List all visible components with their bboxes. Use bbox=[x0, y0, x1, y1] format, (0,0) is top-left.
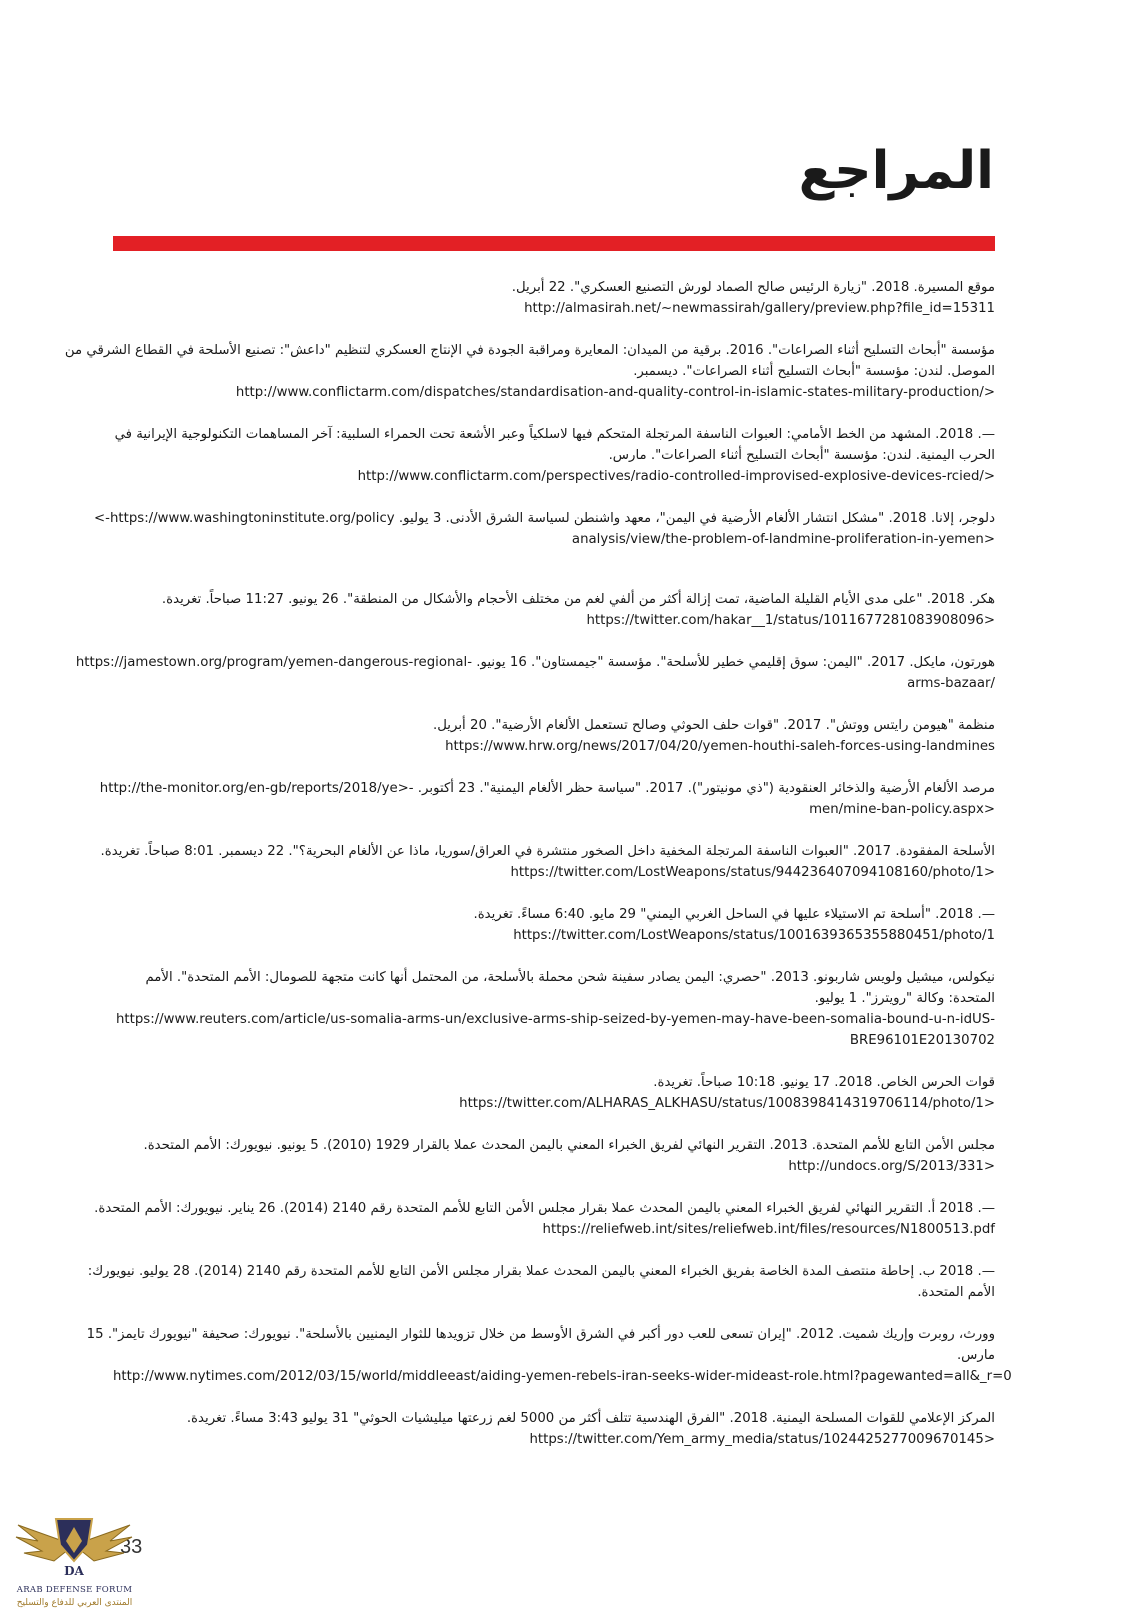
reference-link[interactable]: analysis/view/the-problem-of-landmine-proliferation-in-yemen> bbox=[571, 532, 995, 547]
arab-defense-forum-logo bbox=[8, 1515, 143, 1611]
logo-name-en: ARAB DEFENSE FORUM bbox=[16, 1585, 133, 1595]
reference-item bbox=[113, 424, 995, 487]
page-title: المراجع bbox=[798, 141, 994, 201]
reference-text: هورتون، مايكل. 2017. "اليمن: سوق إقليمي خطير للأسلحة". مؤسسة "جيمستاون". 16 يونيو. -https://jamestown.org/program/yemen-dangerous-regional bbox=[75, 655, 995, 670]
reference-text: الموصل. لندن: مؤسسة "أبحاث التسليح أثناء الصراعات". ديسمبر. bbox=[633, 364, 995, 379]
reference-item bbox=[113, 589, 995, 631]
reference-item bbox=[94, 508, 995, 550]
reference-link-continued[interactable]: BRE96101E20130702 bbox=[849, 1033, 995, 1048]
reference-link[interactable]: http://www.conflictarm.com/perspectives/radio-controlled-improvised-explosive-devices-rcied/> bbox=[357, 469, 995, 484]
references-list bbox=[64, 277, 1012, 1471]
reference-text: هكر. 2018. "على مدى الأيام القليلة الماضية، تمت إزالة أكثر من ألفي لغم من مختلف الأحجام والأشكال من المنطقة". 26 يونيو. 11:27 صباحاً. تغريدة. bbox=[161, 592, 995, 607]
reference-item bbox=[64, 340, 995, 403]
reference-link[interactable]: https://www.reuters.com/article/us-somalia-arms-un/exclusive-arms-ship-seized-by-yemen-may-have-been-somalia-bound-u-n-idUS- bbox=[116, 1012, 995, 1027]
page-number: 33 bbox=[120, 1536, 143, 1558]
reference-text: —. 2018. المشهد من الخط الأمامي: العبوات الناسفة المرتجلة المتحكم فيها لاسلكياً وعبر الأشعة تحت الحمراء السلبية: آخر المساهمات التكنولوجية الإيرانية في bbox=[114, 427, 995, 442]
reference-link[interactable]: https://twitter.com/Yem_army_media/status/1024425277009670145> bbox=[529, 1432, 995, 1447]
logo-name-ar: المنتدى العربي للدفاع والتسليح bbox=[16, 1598, 133, 1608]
reference-item bbox=[75, 652, 995, 694]
reference-item bbox=[113, 1072, 995, 1114]
reference-text: مجلس الأمن التابع للأمم المتحدة. 2013. التقرير النهائي لفريق الخبراء المعني باليمن المحدث عملا بالقرار 1929 (2010). 5 يونيو. نيويورك: الأمم المتحدة. bbox=[143, 1138, 995, 1153]
reference-text: —. 2018 أ. التقرير النهائي لفريق الخبراء المعني باليمن المحدث عملا بقرار مجلس الأمن التابع للأمم المتحدة رقم 2140 (2014). 26 يناير. نيويورك: الأمم المتحدة. bbox=[94, 1201, 995, 1216]
reference-link[interactable]: https://twitter.com/hakar__1/status/1011677281083908096> bbox=[586, 613, 995, 628]
spacer bbox=[113, 571, 995, 589]
reference-link[interactable]: https://twitter.com/LostWeapons/status/944236407094108160/photo/1> bbox=[510, 865, 995, 880]
reference-text: مرصد الألغام الأرضية والذخائر العنقودية ("ذي مونيتور"). 2017. "سياسة حظر الألغام اليمنية". 23 أكتوبر. -<http://the-monitor.org/en-gb/reports/2018/ye bbox=[99, 781, 995, 796]
reference-item bbox=[94, 1198, 995, 1240]
reference-text: —. 2018. "أسلحة تم الاستيلاء عليها في الساحل الغربي اليمني" 29 مايو. 6:40 مساءً. تغريدة. bbox=[473, 907, 995, 922]
reference-text: مارس. bbox=[956, 1348, 995, 1363]
reference-item bbox=[100, 841, 995, 883]
reference-text: نيكولس، ميشيل ولويس شاربونو. 2013. "حصري: اليمن يصادر سفينة شحن محملة بالأسلحة، من المحتمل أنها كانت متجهة للصومال: الأمم المتحدة". الأمم bbox=[145, 970, 995, 985]
reference-text: قوات الحرس الخاص. 2018. 17 يونيو. 10:18 صباحاً. تغريدة. bbox=[653, 1075, 995, 1090]
reference-item bbox=[113, 967, 995, 1051]
reference-item bbox=[113, 904, 995, 946]
reference-item bbox=[99, 778, 995, 820]
reference-text: الأمم المتحدة. bbox=[917, 1285, 995, 1300]
reference-text: دلوجر، إلانا. 2018. "مشكل انتشار الألغام الأرضية في اليمن"، معهد واشنطن لسياسة الشرق الأدنى. 3 يوليو. https://www.washingtoninstitute.org/policy-> bbox=[94, 511, 995, 526]
reference-text: —. 2018 ب. إحاطة منتصف المدة الخاصة بفريق الخبراء المعني باليمن المحدث عملا بقرار مجلس الأمن التابع للأمم المتحدة رقم 2140 (2014). 28 يوليو. نيويورك: bbox=[87, 1264, 995, 1279]
reference-link[interactable]: http://www.nytimes.com/2012/03/15/world/middleeast/aiding-yemen-rebels-iran-seeks-wider-mideast-role.html?pagewanted=all&_r=0 bbox=[113, 1369, 1012, 1384]
reference-link[interactable]: arms-bazaar/ bbox=[907, 676, 995, 691]
reference-item bbox=[86, 1324, 1012, 1387]
reference-text: المتحدة: وكالة "رويترز". 1 يوليو. bbox=[814, 991, 995, 1006]
reference-item bbox=[87, 1261, 995, 1303]
reference-text: وورث، روبرت وإريك شميت. 2012. "إيران تسعى للعب دور أكبر في الشرق الأوسط من خلال تزويدها للثوار اليمنيين بالأسلحة". نيويورك: صحيفة "نيويورك تايمز". 15 bbox=[86, 1327, 995, 1342]
reference-link[interactable]: https://twitter.com/LostWeapons/status/1001639365355880451/photo/1 bbox=[513, 928, 995, 943]
reference-item bbox=[113, 277, 995, 319]
reference-link[interactable]: https://reliefweb.int/sites/reliefweb.int/files/resources/N1800513.pdf bbox=[542, 1222, 995, 1237]
reference-text: منظمة "هيومن رايتس ووتش". 2017. "قوات حلف الحوثي وصالح تستعمل الألغام الأرضية". 20 أبريل. bbox=[433, 718, 995, 733]
reference-text: المركز الإعلامي للقوات المسلحة اليمنية. 2018. "الفرق الهندسية تتلف أكثر من 5000 لغم زرعتها ميليشيات الحوثي" 31 يوليو 3:43 مساءً. تغريدة. bbox=[186, 1411, 995, 1426]
reference-link[interactable]: http://undocs.org/S/2013/331> bbox=[788, 1159, 995, 1174]
reference-item bbox=[113, 715, 995, 757]
title-divider bbox=[113, 236, 995, 251]
reference-link[interactable]: http://almasirah.net/~newmassirah/gallery/preview.php?file_id=15311 bbox=[524, 301, 995, 316]
reference-text: الحرب اليمنية. لندن: مؤسسة "أبحاث التسليح أثناء الصراعات". مارس. bbox=[608, 448, 995, 463]
reference-item bbox=[113, 1135, 995, 1177]
reference-text: الأسلحة المفقودة. 2017. "العبوات الناسفة المرتجلة المخفية داخل الصخور منتشرة في العراق/سوريا، ماذا عن الألغام البحرية؟". 22 ديسمبر. 8:01 صباحاً. تغريدة. bbox=[100, 844, 995, 859]
reference-link[interactable]: https://twitter.com/ALHARAS_ALKHASU/status/1008398414319706114/photo/1> bbox=[459, 1096, 995, 1111]
reference-item bbox=[113, 1408, 995, 1450]
reference-text: مؤسسة "أبحاث التسليح أثناء الصراعات". 2016. برقية من الميدان: المعايرة ومراقبة الجودة في الإنتاج العسكري لتنظيم "داعش": تصنيع الأسلحة في القطاع الشرقي من bbox=[64, 343, 995, 358]
reference-link[interactable]: https://www.hrw.org/news/2017/04/20/yemen-houthi-saleh-forces-using-landmines bbox=[445, 739, 995, 754]
reference-link[interactable]: http://www.conflictarm.com/dispatches/standardisation-and-quality-control-in-islamic-states-military-production/> bbox=[235, 385, 995, 400]
logo-mark: DA bbox=[64, 1564, 84, 1578]
reference-text: موقع المسيرة. 2018. "زيارة الرئيس صالح الصماد لورش التصنيع العسكري". 22 أبريل. bbox=[511, 280, 995, 295]
reference-link[interactable]: men/mine-ban-policy.aspx> bbox=[809, 802, 995, 817]
